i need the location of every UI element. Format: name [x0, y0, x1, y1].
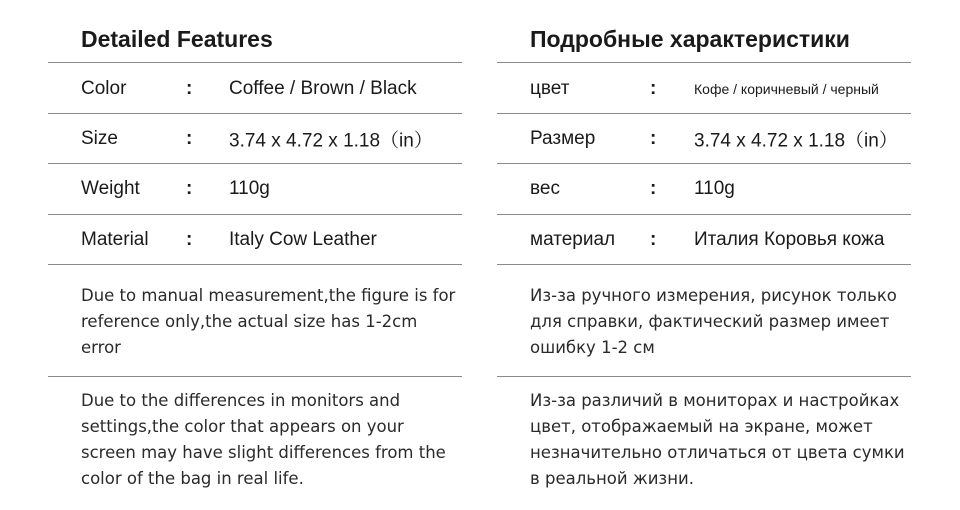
spec-label: вес: [530, 178, 560, 199]
measurement-note: Из-за ручного измерения, рисунок только для справки, фактический размер имеет ошибку 1-2 см: [530, 286, 897, 357]
spec-value: Coffee / Brown / Black: [229, 78, 417, 99]
color-disclaimer-note: Due to the differences in monitors and settings,the color that appears on your screen may have slight differences from the color of the bag in real life.: [81, 391, 446, 488]
spec-row-color: [48, 64, 462, 114]
spec-separator: :: [650, 128, 657, 149]
divider: [48, 376, 462, 377]
spec-separator: :: [186, 229, 193, 250]
spec-separator: :: [186, 78, 193, 99]
spec-label: Size: [81, 128, 118, 149]
divider: [497, 264, 911, 265]
section-title: Подробные характеристики: [530, 26, 850, 52]
spec-separator: :: [650, 78, 657, 99]
spec-value: 110g: [694, 178, 735, 199]
spec-value: Италия Коровья кожа: [694, 229, 885, 250]
spec-label: цвет: [530, 78, 570, 99]
section-title: Detailed Features: [81, 26, 273, 52]
spec-label: материал: [530, 229, 616, 250]
spec-separator: :: [186, 128, 193, 149]
spec-label: Material: [81, 229, 149, 250]
spec-row-weight: [497, 164, 911, 214]
spec-value: 3.74 x 4.72 x 1.18（in）: [694, 130, 898, 152]
spec-value: 3.74 x 4.72 x 1.18（in）: [229, 130, 433, 152]
spec-row-weight: [48, 164, 462, 214]
spec-label: Weight: [81, 178, 140, 199]
spec-row-material: [497, 215, 911, 265]
spec-value: Italy Cow Leather: [229, 229, 377, 250]
spec-row-material: [48, 215, 462, 265]
spec-value: Кофе / коричневый / черный: [694, 81, 879, 97]
spec-row-color: [497, 64, 911, 114]
spec-value: 110g: [229, 178, 270, 199]
spec-separator: :: [186, 178, 193, 199]
spec-separator: :: [650, 178, 657, 199]
color-disclaimer-note: Из-за различий в мониторах и настройках цвет, отображаемый на экране, может незначительно отличаться от цвета сумки в реальной жизни.: [530, 391, 905, 488]
divider: [497, 62, 911, 63]
divider: [48, 264, 462, 265]
spec-row-size: [497, 114, 911, 164]
spec-label: Размер: [530, 128, 596, 149]
measurement-note: Due to manual measurement,the figure is for reference only,the actual size has 1-2cm error: [81, 286, 456, 357]
spec-label: Color: [81, 78, 127, 99]
divider: [48, 62, 462, 63]
divider: [497, 376, 911, 377]
spec-row-size: [48, 114, 462, 164]
spec-separator: :: [650, 229, 657, 250]
